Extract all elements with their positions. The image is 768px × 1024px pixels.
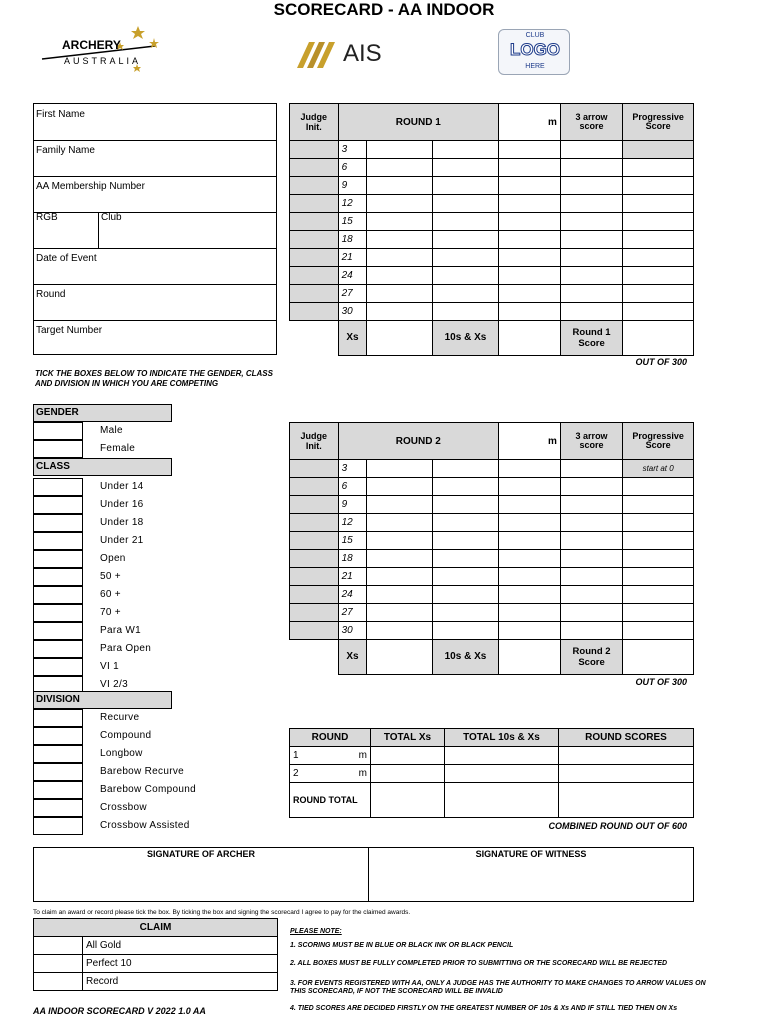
progressive-score-cell[interactable]	[623, 622, 694, 640]
division-option-checkbox[interactable]	[33, 709, 83, 727]
progressive-score-cell[interactable]: start at 0	[623, 460, 694, 478]
note-2: 2. ALL BOXES MUST BE FULLY COMPLETED PRIOR TO SUBMITTING OR THE SCORECARD WILL BE REJECTED	[290, 960, 668, 967]
progressive-score-cell[interactable]	[623, 195, 694, 213]
round-total-score[interactable]	[559, 783, 694, 818]
end-number: 9	[338, 177, 367, 195]
progressive-score-cell[interactable]	[623, 568, 694, 586]
judge-init-cell[interactable]	[290, 478, 339, 496]
progressive-header: Progressive Score	[623, 104, 694, 141]
rgb-field[interactable]: RGB	[36, 212, 58, 223]
arrow-cell[interactable]	[498, 285, 560, 303]
target-number-field[interactable]: Target Number	[36, 325, 103, 336]
class-option-checkbox[interactable]	[33, 496, 83, 514]
class-option-label: 50 +	[100, 571, 121, 582]
judge-init-cell[interactable]	[290, 267, 339, 285]
round-title: ROUND 2	[338, 423, 498, 460]
arrow-cell[interactable]	[498, 303, 560, 321]
class-option-label: 60 +	[100, 589, 121, 600]
arrow-cell[interactable]	[367, 604, 433, 622]
round-total-tens[interactable]	[444, 783, 558, 818]
arrow-cell[interactable]	[367, 195, 433, 213]
division-option-label: Barebow Recurve	[100, 766, 184, 777]
class-option-label: Para W1	[100, 625, 142, 636]
three-arrow-score-cell[interactable]	[560, 622, 622, 640]
family-name-field[interactable]: Family Name	[36, 145, 95, 156]
end-number: 27	[338, 604, 367, 622]
end-number: 30	[338, 303, 367, 321]
division-option-label: Compound	[100, 730, 152, 741]
arrow-cell[interactable]	[432, 604, 498, 622]
note-3: 3. FOR EVENTS REGISTERED WITH AA, ONLY A JUDGE HAS THE AUTHORITY TO MAKE CHANGES TO ARROW VALUES ON THIS SCORECARD, IF NOT THE SCORECARD WILL BE INVALID	[290, 980, 706, 996]
arrow-cell[interactable]	[432, 195, 498, 213]
arrow-cell[interactable]	[498, 231, 560, 249]
end-number: 18	[338, 550, 367, 568]
claim-checkbox-perfect-10[interactable]	[34, 955, 83, 973]
end-number: 24	[338, 586, 367, 604]
judge-init-cell[interactable]	[290, 213, 339, 231]
end-number: 9	[338, 496, 367, 514]
progressive-score-cell[interactable]	[623, 478, 694, 496]
class-option-label: Under 14	[100, 481, 144, 492]
judge-init-cell[interactable]	[290, 141, 339, 159]
end-number: 12	[338, 195, 367, 213]
end-number: 30	[338, 622, 367, 640]
class-option-checkbox[interactable]	[33, 478, 83, 496]
round-2-scoresheet	[289, 422, 694, 675]
arrow-cell[interactable]	[498, 550, 560, 568]
notes-heading: PLEASE NOTE:	[290, 928, 342, 935]
arrow-cell[interactable]	[432, 622, 498, 640]
arrow-cell[interactable]	[498, 177, 560, 195]
total-tens-round-1[interactable]	[444, 747, 558, 765]
gender-option-checkbox[interactable]	[33, 440, 83, 458]
judge-init-cell[interactable]	[290, 586, 339, 604]
total-xs-round-1[interactable]	[371, 747, 445, 765]
club-logo-placeholder: CLUB LOGO HERE	[498, 29, 570, 75]
arrow-cell[interactable]	[498, 267, 560, 285]
progressive-score-cell[interactable]	[623, 249, 694, 267]
three-arrow-score-cell[interactable]	[560, 550, 622, 568]
ais-wordmark: AIS	[343, 40, 382, 67]
archer-details	[33, 103, 277, 355]
round-summary-table	[289, 728, 694, 818]
end-number: 12	[338, 514, 367, 532]
total-xs-round-2[interactable]	[371, 765, 445, 783]
arrow-cell[interactable]	[432, 460, 498, 478]
tens-xs-total[interactable]	[498, 640, 560, 675]
membership-number-field[interactable]: AA Membership Number	[36, 181, 145, 192]
progressive-score-cell[interactable]	[623, 604, 694, 622]
round-field[interactable]: Round	[36, 289, 66, 300]
claim-label-record: Record	[83, 973, 278, 991]
division-option-checkbox[interactable]	[33, 763, 83, 781]
first-name-field[interactable]: First Name	[36, 109, 85, 120]
club-field[interactable]: Club	[101, 212, 122, 223]
end-number: 6	[338, 478, 367, 496]
claim-instruction: To claim an award or record please tick the box. By ticking the box and signing the scorecard I agree to pay for the claimed awards.	[33, 909, 411, 916]
progressive-score-cell[interactable]	[623, 586, 694, 604]
class-option-checkbox[interactable]	[33, 604, 83, 622]
judge-init-cell[interactable]	[290, 532, 339, 550]
class-option-checkbox[interactable]	[33, 514, 83, 532]
judge-init-cell[interactable]	[290, 159, 339, 177]
note-1: 1. SCORING MUST BE IN BLUE OR BLACK INK OR BLACK PENCIL	[290, 942, 514, 949]
progressive-score-cell[interactable]	[623, 159, 694, 177]
round-score-label: Round 2 Score	[560, 640, 622, 675]
class-option-label: VI 1	[100, 661, 119, 672]
division-option-checkbox[interactable]	[33, 799, 83, 817]
round-1-scoresheet	[289, 103, 694, 356]
division-option-label: Crossbow Assisted	[100, 820, 190, 831]
arrow-cell[interactable]	[432, 231, 498, 249]
three-arrow-score-cell[interactable]	[560, 460, 622, 478]
class-option-label: Under 18	[100, 517, 144, 528]
arrow-cell[interactable]	[367, 622, 433, 640]
class-option-label: Under 21	[100, 535, 144, 546]
arrow-cell[interactable]	[432, 177, 498, 195]
note-4: 4. TIED SCORES ARE DECIDED FIRSTLY ON THE GREATEST NUMBER OF 10s & Xs AND IF STILL TIED THEN ON Xs	[290, 1005, 678, 1012]
xs-total[interactable]	[367, 321, 433, 356]
progressive-score-cell[interactable]	[623, 550, 694, 568]
arrow-cell[interactable]	[432, 586, 498, 604]
arrow-cell[interactable]	[367, 177, 433, 195]
end-number: 21	[338, 249, 367, 267]
three-arrow-score-cell[interactable]	[560, 568, 622, 586]
end-number: 3	[338, 141, 367, 159]
round-score-label: Round 1 Score	[560, 321, 622, 356]
arrow-cell[interactable]	[498, 195, 560, 213]
arrow-cell[interactable]	[367, 249, 433, 267]
claim-checkbox-all-gold[interactable]	[34, 937, 83, 955]
arrow-cell[interactable]	[432, 213, 498, 231]
gender-option-checkbox[interactable]	[33, 422, 83, 440]
distance-m[interactable]: m	[498, 423, 560, 460]
three-arrow-score-cell[interactable]	[560, 586, 622, 604]
three-arrow-score-cell[interactable]	[560, 303, 622, 321]
signature-box	[33, 847, 694, 902]
arrow-cell[interactable]	[432, 159, 498, 177]
class-header: CLASS	[33, 458, 172, 476]
division-option-checkbox[interactable]	[33, 745, 83, 763]
progressive-score-cell[interactable]	[623, 213, 694, 231]
judge-init-cell[interactable]	[290, 514, 339, 532]
judge-init-cell[interactable]	[290, 460, 339, 478]
arrow-cell[interactable]	[498, 514, 560, 532]
judge-init-cell[interactable]	[290, 622, 339, 640]
total-tens-round-2[interactable]	[444, 765, 558, 783]
round-score-total[interactable]	[623, 640, 694, 675]
three-arrow-score-cell[interactable]	[560, 514, 622, 532]
progressive-score-cell[interactable]	[623, 231, 694, 249]
class-option-label: 70 +	[100, 607, 121, 618]
round-total-xs[interactable]	[371, 783, 445, 818]
arrow-cell[interactable]	[367, 141, 433, 159]
judge-init-cell[interactable]	[290, 550, 339, 568]
three-arrow-header: 3 arrow score	[560, 104, 622, 141]
arrow-cell[interactable]	[367, 514, 433, 532]
three-arrow-score-cell[interactable]	[560, 213, 622, 231]
arrow-cell[interactable]	[367, 568, 433, 586]
summary-header-round: ROUND	[290, 729, 371, 747]
progressive-score-cell[interactable]	[623, 141, 694, 159]
footer-version: AA INDOOR SCORECARD V 2022 1.0 AA	[33, 1006, 206, 1016]
arrow-cell[interactable]	[367, 496, 433, 514]
class-option-label: Under 16	[100, 499, 144, 510]
arrow-cell[interactable]	[498, 568, 560, 586]
round-score-total[interactable]	[623, 321, 694, 356]
arrow-cell[interactable]	[432, 478, 498, 496]
claim-table	[33, 918, 278, 991]
end-number: 6	[338, 159, 367, 177]
division-option-label: Crossbow	[100, 802, 147, 813]
division-option-label: Barebow Compound	[100, 784, 196, 795]
three-arrow-score-cell[interactable]	[560, 141, 622, 159]
judge-init-cell[interactable]	[290, 177, 339, 195]
arrow-cell[interactable]	[498, 159, 560, 177]
round-total-label: ROUND TOTAL	[290, 783, 371, 818]
class-option-checkbox[interactable]	[33, 622, 83, 640]
tens-xs-label: 10s & Xs	[432, 640, 498, 675]
arrow-cell[interactable]	[367, 550, 433, 568]
class-option-label: Para Open	[100, 643, 152, 654]
three-arrow-score-cell[interactable]	[560, 177, 622, 195]
judge-init-cell[interactable]	[290, 604, 339, 622]
division-option-checkbox[interactable]	[33, 817, 83, 835]
arrow-cell[interactable]	[432, 303, 498, 321]
arrow-cell[interactable]	[498, 496, 560, 514]
arrow-cell[interactable]	[432, 249, 498, 267]
end-number: 18	[338, 231, 367, 249]
claim-checkbox-record[interactable]	[34, 973, 83, 991]
class-option-checkbox[interactable]	[33, 568, 83, 586]
archery-wordmark: ARCHERY	[62, 38, 121, 52]
archery-australia-logo	[40, 22, 165, 80]
judge-init-cell[interactable]	[290, 285, 339, 303]
judge-init-cell[interactable]	[290, 195, 339, 213]
class-option-label: VI 2/3	[100, 679, 128, 690]
signature-of-archer[interactable]: SIGNATURE OF ARCHER	[147, 849, 255, 859]
combined-out-of: COMBINED ROUND OUT OF 600	[548, 821, 687, 831]
page-title: SCORECARD - AA INDOOR	[273, 0, 495, 19]
arrow-cell[interactable]	[367, 532, 433, 550]
tens-xs-total[interactable]	[498, 321, 560, 356]
xs-total[interactable]	[367, 640, 433, 675]
progressive-score-cell[interactable]	[623, 285, 694, 303]
judge-init-cell[interactable]	[290, 496, 339, 514]
arrow-cell[interactable]	[498, 141, 560, 159]
distance-m[interactable]: m	[498, 104, 560, 141]
claim-label-perfect-10: Perfect 10	[83, 955, 278, 973]
division-option-checkbox[interactable]	[33, 727, 83, 745]
arrow-cell[interactable]	[432, 141, 498, 159]
three-arrow-score-cell[interactable]	[560, 532, 622, 550]
three-arrow-score-cell[interactable]	[560, 496, 622, 514]
arrow-cell[interactable]	[432, 568, 498, 586]
arrow-cell[interactable]	[432, 267, 498, 285]
score-round-1[interactable]	[559, 747, 694, 765]
summary-header-scores: ROUND SCORES	[559, 729, 694, 747]
arrow-cell[interactable]	[367, 267, 433, 285]
class-option-checkbox[interactable]	[33, 640, 83, 658]
end-number: 3	[338, 460, 367, 478]
progressive-header: Progressive Score	[623, 423, 694, 460]
tick-instruction: TICK THE BOXES BELOW TO INDICATE THE GENDER, CLASS AND DIVISION IN WHICH YOU ARE COMPETING	[35, 369, 273, 388]
summary-header-xs: TOTAL Xs	[371, 729, 445, 747]
judge-init-header: Judge Init.	[290, 423, 339, 460]
progressive-score-cell[interactable]	[623, 514, 694, 532]
summary-row-1: 1 m	[290, 747, 371, 765]
arrow-cell[interactable]	[498, 532, 560, 550]
australia-wordmark: AUSTRALIA	[64, 56, 142, 66]
division-option-checkbox[interactable]	[33, 781, 83, 799]
end-number: 27	[338, 285, 367, 303]
claim-label-all-gold: All Gold	[83, 937, 278, 955]
end-number: 21	[338, 568, 367, 586]
round-2-out-of: OUT OF 300	[635, 677, 687, 687]
arrow-cell[interactable]	[498, 622, 560, 640]
division-option-label: Recurve	[100, 712, 140, 723]
class-option-checkbox[interactable]	[33, 532, 83, 550]
arrow-cell[interactable]	[367, 285, 433, 303]
judge-init-cell[interactable]	[290, 303, 339, 321]
judge-init-cell[interactable]	[290, 249, 339, 267]
three-arrow-score-cell[interactable]	[560, 159, 622, 177]
gender-option-label: Male	[100, 425, 123, 436]
judge-init-cell[interactable]	[290, 568, 339, 586]
progressive-score-cell[interactable]	[623, 267, 694, 285]
division-option-label: Longbow	[100, 748, 143, 759]
xs-label: Xs	[338, 640, 367, 675]
arrow-cell[interactable]	[367, 159, 433, 177]
three-arrow-score-cell[interactable]	[560, 195, 622, 213]
end-number: 24	[338, 267, 367, 285]
class-option-label: Open	[100, 553, 126, 564]
arrow-cell[interactable]	[367, 231, 433, 249]
judge-init-header: Judge Init.	[290, 104, 339, 141]
three-arrow-score-cell[interactable]	[560, 267, 622, 285]
arrow-cell[interactable]	[432, 532, 498, 550]
summary-row-2: 2 m	[290, 765, 371, 783]
arrow-cell[interactable]	[498, 604, 560, 622]
arrow-cell[interactable]	[432, 496, 498, 514]
end-number: 15	[338, 213, 367, 231]
arrow-cell[interactable]	[432, 285, 498, 303]
arrow-cell[interactable]	[367, 478, 433, 496]
class-option-checkbox[interactable]	[33, 658, 83, 676]
progressive-score-cell[interactable]	[623, 177, 694, 195]
arrow-cell[interactable]	[498, 478, 560, 496]
signature-of-witness[interactable]: SIGNATURE OF WITNESS	[475, 849, 587, 859]
three-arrow-score-cell[interactable]	[560, 478, 622, 496]
xs-label: Xs	[338, 321, 367, 356]
arrow-cell[interactable]	[367, 460, 433, 478]
arrow-cell[interactable]	[367, 586, 433, 604]
gender-option-label: Female	[100, 443, 136, 454]
arrow-cell[interactable]	[432, 514, 498, 532]
three-arrow-score-cell[interactable]	[560, 249, 622, 267]
three-arrow-score-cell[interactable]	[560, 231, 622, 249]
summary-header-tens: TOTAL 10s & Xs	[444, 729, 558, 747]
end-number: 15	[338, 532, 367, 550]
date-of-event-field[interactable]: Date of Event	[36, 253, 97, 264]
round-title: ROUND 1	[338, 104, 498, 141]
division-header: DIVISION	[33, 691, 172, 709]
score-round-2[interactable]	[559, 765, 694, 783]
arrow-cell[interactable]	[498, 249, 560, 267]
arrow-cell[interactable]	[498, 460, 560, 478]
ais-logo	[295, 38, 395, 72]
class-option-checkbox[interactable]	[33, 550, 83, 568]
arrow-cell[interactable]	[498, 586, 560, 604]
judge-init-cell[interactable]	[290, 231, 339, 249]
arrow-cell[interactable]	[498, 213, 560, 231]
round-1-out-of: OUT OF 300	[635, 357, 687, 367]
arrow-cell[interactable]	[367, 303, 433, 321]
progressive-score-cell[interactable]	[623, 496, 694, 514]
three-arrow-header: 3 arrow score	[560, 423, 622, 460]
arrow-cell[interactable]	[367, 213, 433, 231]
gender-header: GENDER	[33, 404, 172, 422]
arrow-cell[interactable]	[432, 550, 498, 568]
claim-header: CLAIM	[34, 919, 278, 937]
three-arrow-score-cell[interactable]	[560, 285, 622, 303]
progressive-score-cell[interactable]	[623, 303, 694, 321]
tens-xs-label: 10s & Xs	[432, 321, 498, 356]
class-option-checkbox[interactable]	[33, 586, 83, 604]
three-arrow-score-cell[interactable]	[560, 604, 622, 622]
progressive-score-cell[interactable]	[623, 532, 694, 550]
